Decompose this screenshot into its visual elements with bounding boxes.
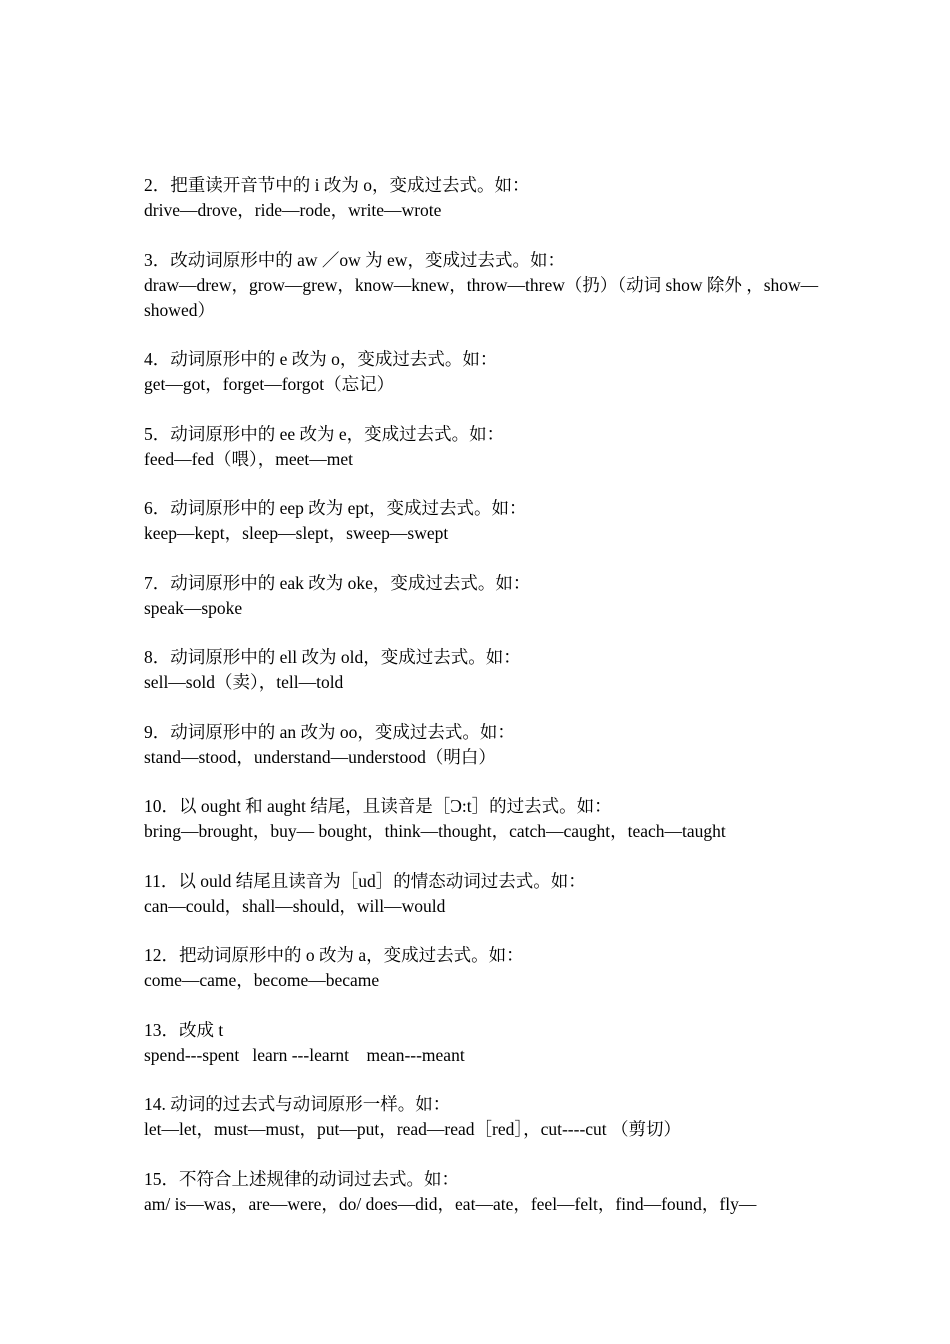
rule-examples: bring—brought，buy— bought，think—thought，catch—caught，teach—taught (144, 821, 726, 841)
rule-heading: 15．不符合上述规律的动词过去式。如： (144, 1168, 459, 1189)
rule-3 (144, 248, 824, 323)
rule-heading: 11．以 ould 结尾且读音为［ud］的情态动词过去式。如： (144, 870, 586, 891)
rule-11 (144, 869, 824, 919)
rule-5 (144, 422, 824, 472)
rule-8 (144, 645, 824, 695)
rule-examples: drive—drove，ride—rode，write—wrote (144, 200, 442, 220)
rule-examples: keep—kept，sleep—slept，sweep—swept (144, 523, 449, 543)
rule-4 (144, 347, 824, 397)
rule-examples: come—came，become—became (144, 970, 380, 990)
rule-examples: get—got，forget—forgot（忘记） (144, 374, 395, 394)
rule-15 (144, 1167, 824, 1217)
rule-examples: let—let，must—must，put—put，read—read［red］，cut----cut （剪切） (144, 1119, 682, 1139)
rule-7 (144, 571, 824, 621)
rule-examples: spend---spent learn ---learnt mean---meant (144, 1044, 465, 1065)
rule-10 (144, 794, 824, 844)
rule-examples: sell—sold（卖），tell—told (144, 672, 344, 692)
rule-13 (144, 1018, 824, 1068)
rule-examples: can—could，shall—should，will—would (144, 895, 446, 916)
rule-heading: 13．改成 t (144, 1019, 224, 1040)
rule-heading: 8．动词原形中的 ell 改为 old，变成过去式。如： (144, 647, 521, 667)
rule-14 (144, 1092, 824, 1142)
rule-heading: 12．把动词原形中的 o 改为 a，变成过去式。如： (144, 945, 524, 965)
rule-heading: 3．改动词原形中的 aw ／ow 为 ew，变成过去式。如： (144, 249, 565, 270)
rule-2 (144, 173, 824, 223)
rule-examples: am/ is—was，are—were，do/ does—did，eat—ate，feel—felt，find—found，fly— (144, 1193, 757, 1214)
rule-examples: stand—stood，understand—understood（明白） (144, 746, 496, 767)
rule-heading: 9．动词原形中的 an 改为 oo，变成过去式。如： (144, 721, 515, 742)
rule-heading: 5．动词原形中的 ee 改为 e，变成过去式。如： (144, 423, 505, 444)
rule-6 (144, 496, 824, 546)
rule-9 (144, 720, 824, 770)
rule-heading: 10．以 ought 和 aught 结尾，且读音是［Ɔ:t］的过去式。如： (144, 796, 612, 816)
rule-examples: draw—drew，grow—grew，know—knew，throw—threw（扔）（动词 show 除外 ，show—showed） (144, 274, 819, 320)
rule-heading: 14. 动词的过去式与动词原形一样。如： (144, 1094, 451, 1114)
rules-list (144, 173, 824, 1241)
rule-heading: 2．把重读开音节中的 i 改为 o，变成过去式。如： (144, 175, 530, 195)
rule-heading: 6．动词原形中的 eep 改为 ept，变成过去式。如： (144, 498, 527, 518)
rule-examples: speak—spoke (144, 597, 243, 618)
rule-12 (144, 943, 824, 993)
rule-examples: feed—fed（喂），meet—met (144, 448, 353, 469)
rule-heading: 7．动词原形中的 eak 改为 oke，变成过去式。如： (144, 572, 531, 593)
rule-heading: 4．动词原形中的 e 改为 o，变成过去式。如： (144, 349, 498, 369)
